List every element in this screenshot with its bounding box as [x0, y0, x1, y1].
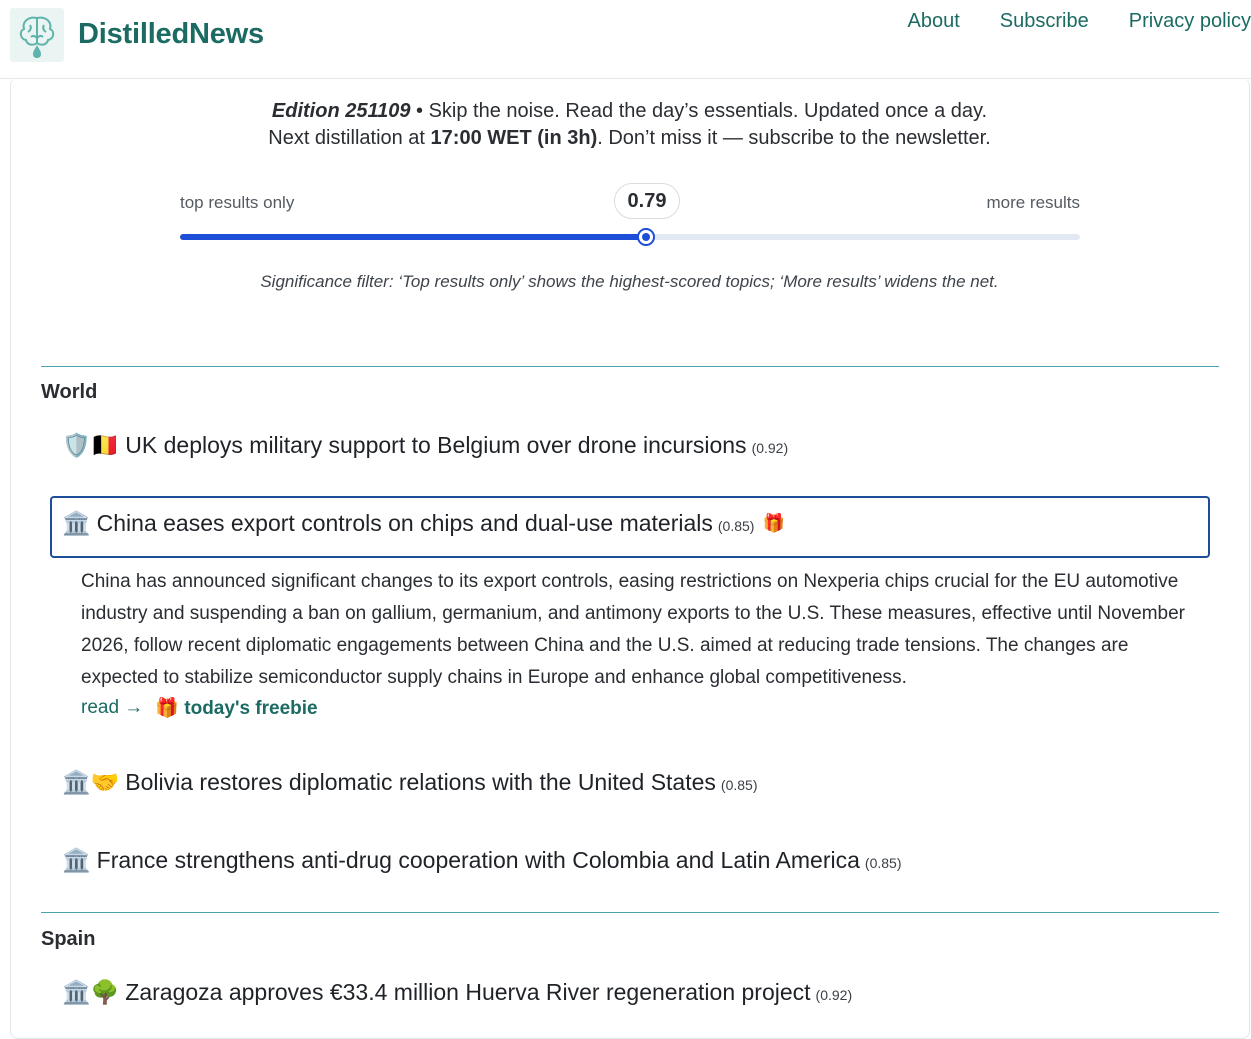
- nav-about-link[interactable]: About: [907, 10, 960, 32]
- news-score: (0.92): [815, 987, 853, 1003]
- section-divider: [41, 366, 1219, 367]
- news-item[interactable]: [62, 432, 788, 459]
- freebie-link[interactable]: [155, 696, 317, 720]
- summary-links: [81, 696, 318, 720]
- next-prefix: Next distillation at: [268, 127, 431, 149]
- slider-left-label: top results only: [180, 193, 295, 212]
- section-title-spain: Spain: [41, 928, 96, 950]
- nav-privacy-link[interactable]: Privacy policy: [1128, 10, 1251, 32]
- news-item[interactable]: [62, 979, 852, 1006]
- government-handshake-icon: 🏛️🤝: [62, 769, 120, 795]
- news-headline: China eases export controls on chips and dual-use materials: [96, 510, 713, 536]
- news-headline: France strengthens anti-drug cooperation with Colombia and Latin America: [96, 847, 860, 873]
- news-headline: Bolivia restores diplomatic relations with the United States: [125, 769, 716, 795]
- top-bar: [0, 0, 1251, 79]
- slider-fill: [180, 234, 646, 240]
- news-score: (0.85): [864, 855, 902, 871]
- freebie-label: today's freebie: [184, 698, 318, 719]
- news-item[interactable]: [62, 769, 757, 796]
- news-score: (0.85): [717, 518, 755, 534]
- government-building-icon: 🏛️: [62, 510, 91, 536]
- news-item[interactable]: [62, 847, 901, 874]
- brand-title[interactable]: DistilledNews: [78, 18, 264, 50]
- slider-track[interactable]: [180, 234, 1080, 240]
- filter-note: Significance filter: ‘Top results only’ shows the highest-scored topics; ‘More results’ widens the net.: [260, 272, 999, 291]
- read-link[interactable]: read →: [81, 697, 144, 718]
- next-suffix: . Don’t miss it — subscribe to the newsletter.: [597, 127, 991, 149]
- section-title-world: World: [41, 381, 98, 403]
- news-summary: China has announced significant changes to its export controls, easing restrictions on Nexperia chips crucial for the EU automotive industry and suspending a ban on gallium, germanium, and antimony exports to the U.S. These measures, effective until November 2026, follow recent diplomatic engagements between China and the U.S. aimed at reducing trade tensions. The changes are expected to stabilize semiconductor supply chains in Europe and enhance global competitiveness.: [81, 571, 1186, 688]
- government-building-icon: 🏛️: [62, 847, 91, 873]
- section-divider: [41, 912, 1219, 913]
- significance-slider: [180, 183, 1080, 253]
- news-item-expanded[interactable]: [62, 510, 785, 537]
- brain-drop-icon[interactable]: [10, 8, 64, 62]
- slider-value-badge: 0.79: [614, 183, 680, 219]
- news-headline: Zaragoza approves €33.4 million Huerva River regeneration project: [125, 979, 811, 1005]
- edition-intro: [0, 98, 1251, 152]
- gift-icon: 🎁: [762, 513, 785, 533]
- government-tree-icon: 🏛️🌳: [62, 979, 120, 1005]
- edition-label: Edition 251109: [271, 100, 411, 122]
- edition-line: [0, 98, 1251, 125]
- gift-icon: 🎁: [155, 698, 179, 719]
- news-score: (0.85): [720, 777, 758, 793]
- edition-tagline: • Skip the noise. Read the day’s essentials. Updated once a day.: [410, 100, 988, 122]
- news-headline: UK deploys military support to Belgium over drone incursions: [125, 432, 747, 458]
- news-score: (0.92): [751, 440, 789, 456]
- next-time: 17:00 WET (in 3h): [430, 127, 598, 149]
- top-nav: [908, 10, 1251, 33]
- nav-subscribe-link[interactable]: Subscribe: [999, 10, 1089, 32]
- next-distillation-line: [0, 125, 1251, 152]
- shield-flag-icon: 🛡️🇧🇪: [62, 432, 120, 458]
- slider-right-label: more results: [986, 193, 1080, 212]
- slider-thumb[interactable]: [637, 228, 655, 246]
